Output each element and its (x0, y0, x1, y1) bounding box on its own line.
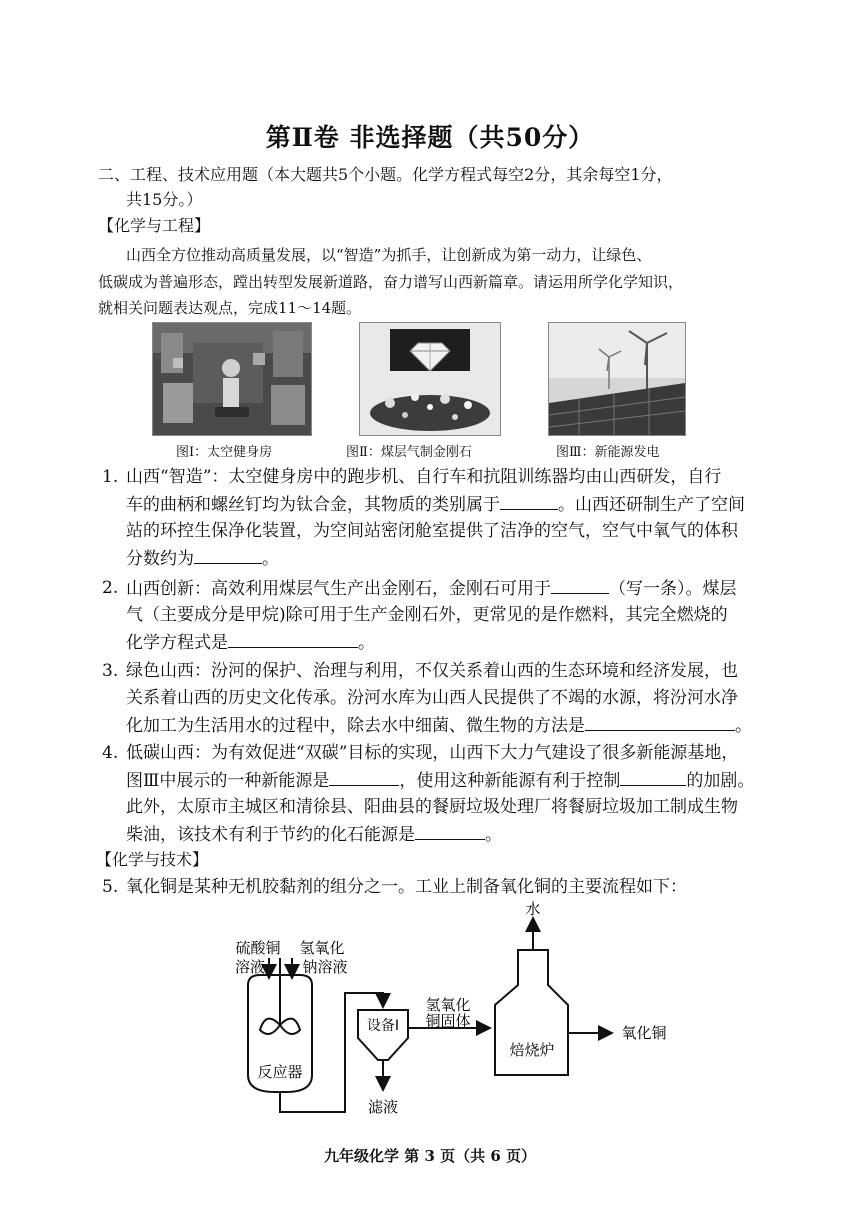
q3-line3-text-a: 化加工为生活用水的过程中，除去水中细菌、微生物的方法是 (126, 716, 585, 736)
input-sodium-hydroxide-l1: 氢氧化 (299, 939, 345, 957)
reactor-label: 反应器 (257, 1063, 303, 1081)
product-label: 氧化铜 (621, 1024, 667, 1042)
q4-line4-text-a: 柴油，该技术有利于节约的化石能源是 (126, 825, 415, 845)
q2-line1-text-b: （写一条）。煤层 (609, 579, 737, 599)
q4-line2-text-a: 图Ⅲ中展示的一种新能源是 (126, 771, 330, 791)
page-footer: 九年级化学 第 3 页（共 6 页） (324, 1147, 536, 1165)
q4-line1: 低碳山西：为有效促进“双碳”目标的实现，山西下大力气建设了很多新能源基地， (126, 743, 739, 763)
input-copper-sulfate-l1: 硫酸铜 (235, 939, 281, 957)
filtrate-label: 滤液 (367, 1098, 399, 1116)
q4-line3: 此外，太原市主城区和清徐县、阳曲县的餐厨垃圾处理厂将餐厨垃圾加工制成生物 (126, 797, 738, 817)
q3-line3-text-b: 。 (735, 716, 752, 736)
q3-line2: 关系着山西的历史文化传承。汾河水库为山西人民提供了不竭的水源，将汾河水净 (126, 688, 738, 708)
q2-line1-text-a: 山西创新：高效利用煤层气生产出金刚石，金刚石可用于 (126, 579, 551, 599)
q1-line2-text-a: 车的曲柄和螺丝钉均为钛合金，其物质的类别属于 (126, 495, 500, 515)
solid-label-l1: 氢氧化 (425, 996, 471, 1014)
figure-caption-1: 图Ⅰ：太空健身房 (176, 445, 273, 460)
q2-line2: 气（主要成分是甲烷)除可用于生产金刚石外，更常见的是作燃料，其完全燃烧的 (126, 605, 728, 625)
section-heading-line2: 共15分。） (126, 190, 203, 209)
q5-line1: 氧化铜是某种无机胶黏剂的组分之一。工业上制备氧化铜的主要流程如下： (126, 877, 687, 897)
q1-number: 1. (102, 467, 119, 487)
figure-caption-2: 图Ⅱ：煤层气制金刚石 (346, 445, 472, 460)
part-technology-heading: 【化学与技术】 (96, 850, 209, 869)
q3-line1: 绿色山西：汾河的保护、治理与利用，不仅关系着山西的生态环境和经济发展，也 (126, 661, 738, 681)
section-heading-line1: 二、工程、技术应用题（本大题共5个小题。化学方程式每空2分，其余每空1分， (98, 165, 673, 184)
q5-number: 5. (102, 877, 119, 897)
q4-line2-text-b: ，使用这种新能源有利于控制 (399, 771, 621, 791)
q1-line4-text-a: 分数约为 (126, 549, 194, 569)
device-label: 设备Ⅰ (366, 1018, 400, 1034)
q3-number: 3. (102, 661, 119, 681)
intro-line2: 低碳成为普遍形态，蹚出转型发展新道路，奋力谱写山西新篇章。请运用所学化学知识， (98, 273, 684, 291)
q4-line4-text-b: 。 (485, 825, 502, 845)
q2-line3-text-a: 化学方程式是 (126, 633, 228, 653)
figure-caption-3: 图Ⅲ：新能源发电 (556, 445, 660, 460)
q1-line1: 山西“智造”：太空健身房中的跑步机、自行车和抗阻训练器均由山西研发，自行 (126, 467, 722, 487)
q1-line4-text-b: 。 (262, 549, 279, 569)
q1-line3: 站的环控生保净化装置，为空间站密闭舱室提供了洁净的空气，空气中氧气的体积 (126, 521, 738, 541)
intro-line1: 山西全方位推动高质量发展，以“智造”为抓手，让创新成为第一动力，让绿色、 (126, 246, 652, 264)
water-label: 水 (525, 900, 541, 918)
input-copper-sulfate-l2: 溶液 (234, 958, 266, 976)
q4-line2-text-c: 的加剧。 (686, 771, 755, 791)
page-title: 第Ⅱ卷 非选择题（共50分） (265, 123, 595, 152)
intro-line3: 就相关问题表达观点，完成11～14题。 (98, 299, 362, 317)
q4-number: 4. (102, 743, 119, 763)
input-sodium-hydroxide-l2: 钠溶液 (302, 958, 348, 976)
q2-number: 2. (102, 578, 119, 598)
part-engineering-heading: 【化学与工程】 (98, 216, 211, 235)
furnace-label: 焙烧炉 (509, 1041, 555, 1059)
q1-line2-text-b: 。山西还研制生产了空间 (558, 495, 745, 515)
q2-line3-text-b: 。 (358, 633, 375, 653)
solid-label-l2: 铜固体 (425, 1012, 471, 1030)
